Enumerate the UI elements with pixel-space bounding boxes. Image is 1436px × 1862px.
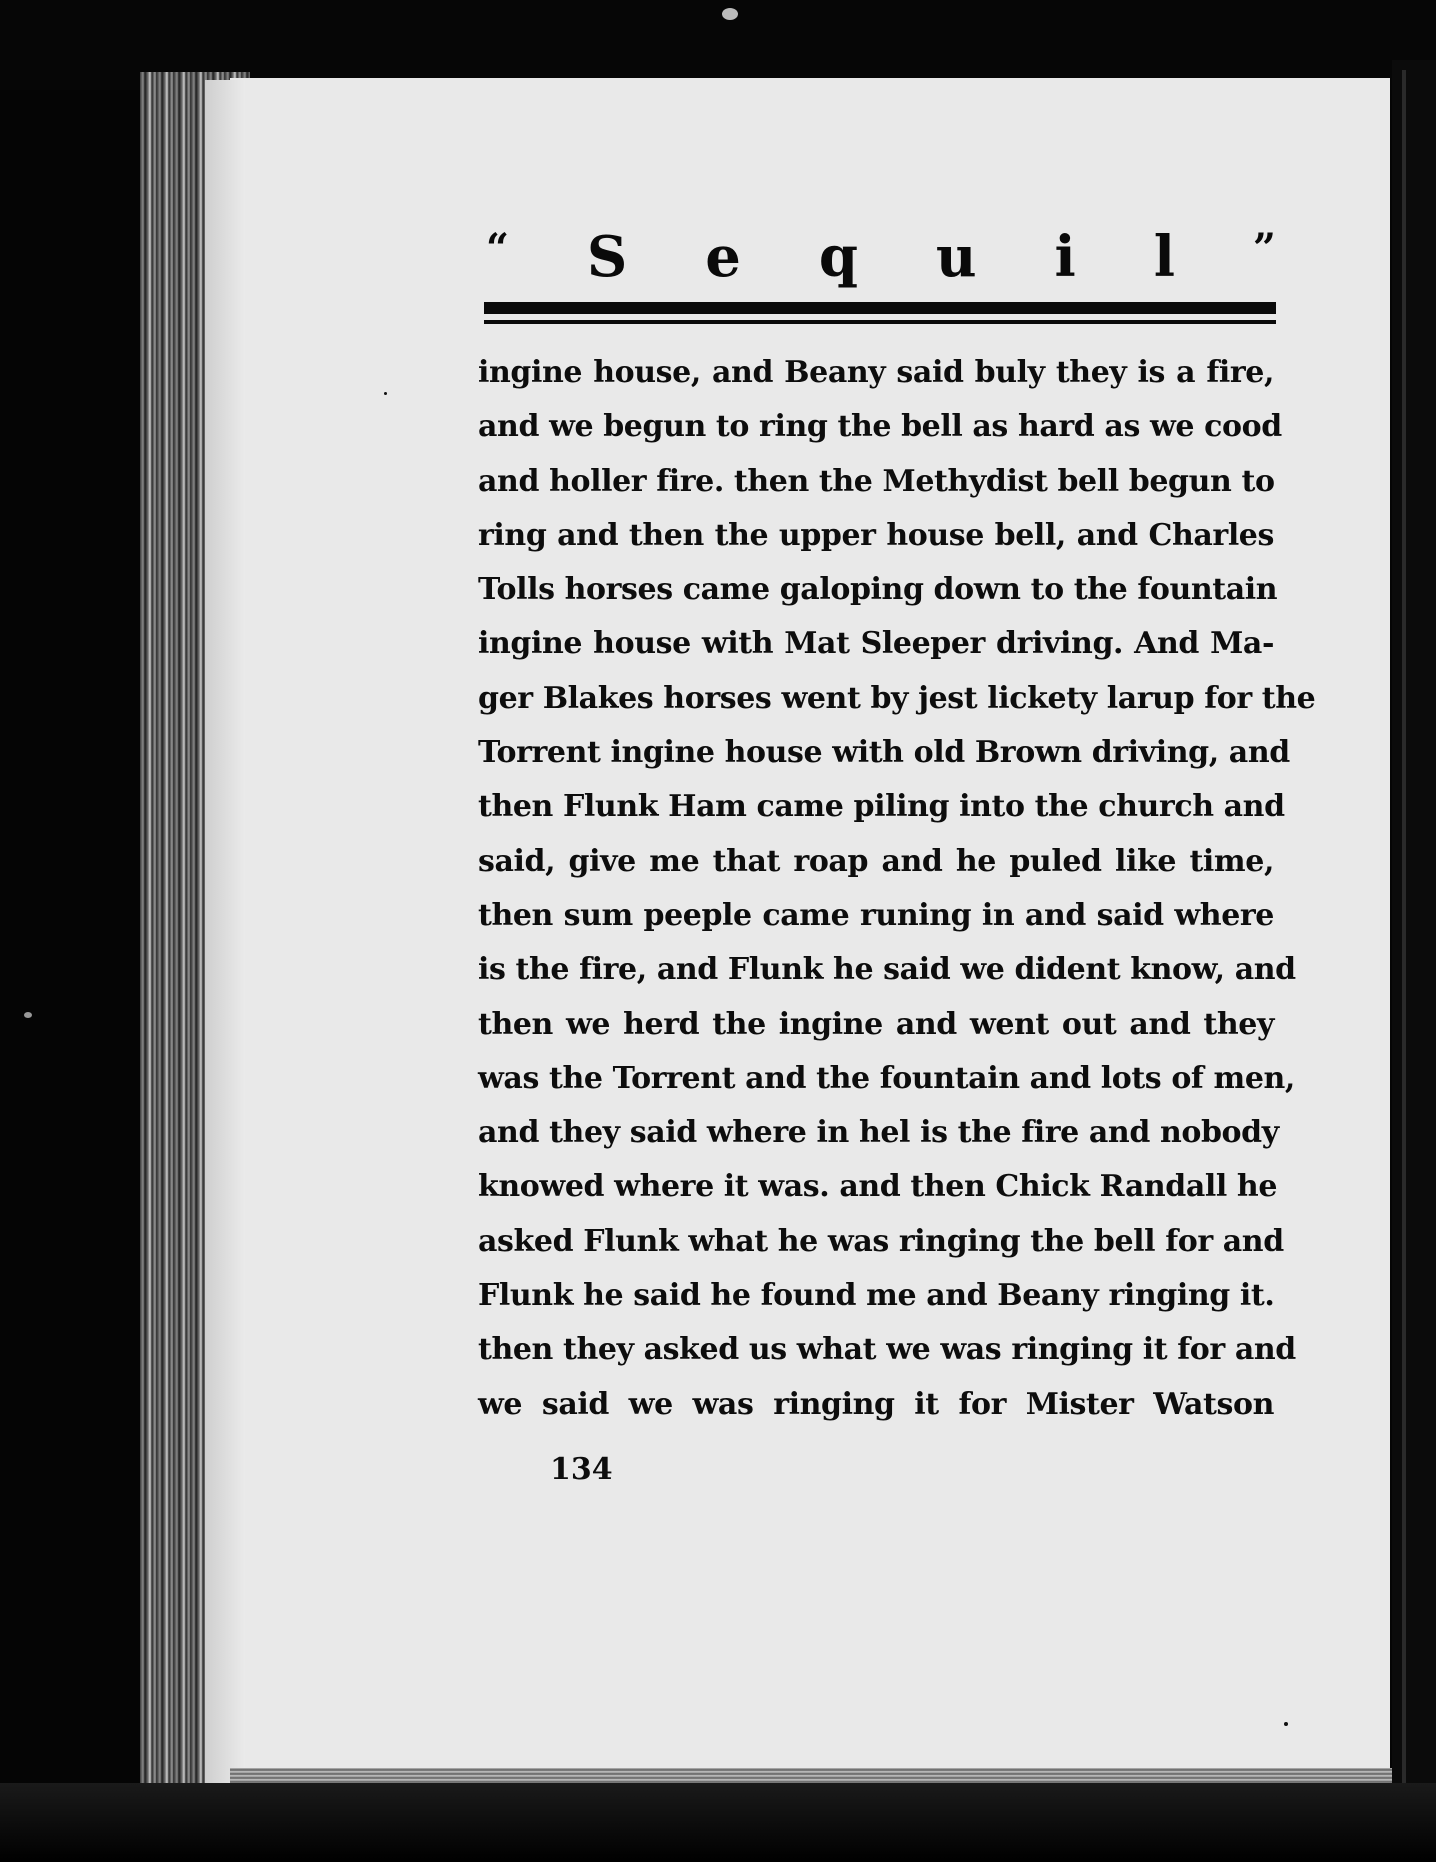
text-line: we said we was ringing it for Mister Watson xyxy=(478,1386,1274,1422)
text-line: then they asked us what we was ringing it for and xyxy=(478,1332,1296,1368)
body-text xyxy=(478,346,1316,1432)
text-line: was the Torrent and the fountain and lots of men, xyxy=(478,1060,1295,1096)
text-line: and they said where in hel is the fire and nobody xyxy=(478,1115,1279,1151)
scan-background-bottom xyxy=(0,1783,1436,1862)
text-line: ingine house, and Beany said buly they is a fire, xyxy=(478,355,1274,390)
text-line: Flunk he said he found me and Beany ringing it. xyxy=(478,1278,1275,1314)
dust-speck xyxy=(1284,1722,1288,1726)
header-letter: q xyxy=(818,224,858,290)
text-line: asked Flunk what he was ringing the bell for and xyxy=(478,1223,1284,1259)
text-line: then we herd the ingine and went out and they xyxy=(478,1006,1274,1042)
text-line: then sum peeple came runing in and said where xyxy=(478,897,1274,933)
text-line: said, give me that roap and he puled like time, xyxy=(478,843,1274,879)
text-line: and holler fire. then the Methydist bell begun to xyxy=(478,463,1275,499)
header-open-quote: “ xyxy=(486,224,510,272)
running-header xyxy=(486,222,1276,292)
header-letter: l xyxy=(1153,224,1175,290)
page-edge-line xyxy=(1402,70,1406,1790)
text-line: knowed where it was. and then Chick Randall he xyxy=(478,1169,1278,1205)
header-letter: e xyxy=(705,224,741,290)
header-letter: u xyxy=(935,224,977,290)
text-line: ingine house with Mat Sleeper driving. And Ma- xyxy=(478,626,1274,662)
header-rule-thick xyxy=(484,302,1276,314)
dust-speck xyxy=(24,1012,32,1018)
header-letter: S xyxy=(586,224,628,290)
dust-speck xyxy=(384,392,387,395)
text-line: Tolls horses came galoping down to the fountain xyxy=(478,572,1278,608)
text-line: is the fire, and Flunk he said we dident know, and xyxy=(478,952,1296,988)
text-line: then Flunk Ham came piling into the church and xyxy=(478,789,1285,825)
dust-speck xyxy=(722,8,738,20)
text-line: ger Blakes horses went by jest lickety larup for the xyxy=(478,680,1316,716)
text-line: ring and then the upper house bell, and Charles xyxy=(478,517,1274,553)
header-letter: i xyxy=(1054,224,1076,290)
header-rule-thin xyxy=(484,320,1276,324)
page-gutter xyxy=(205,80,245,1790)
facing-page-shadow xyxy=(1392,60,1436,1862)
text-line: Torrent ingine house with old Brown driving, and xyxy=(478,735,1290,771)
page-number: 134 xyxy=(550,1452,613,1487)
header-close-quote: ” xyxy=(1252,224,1276,272)
text-line: and we begun to ring the bell as hard as we cood xyxy=(478,409,1282,445)
